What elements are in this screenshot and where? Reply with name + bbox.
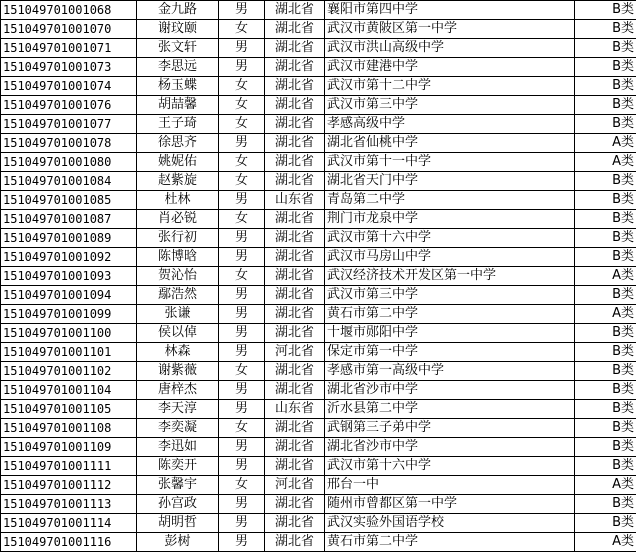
admission-number-cell: 151049701001077 — [1, 115, 137, 134]
gender-cell: 女 — [219, 20, 265, 39]
table-row — [1, 286, 636, 305]
admission-number-cell: 151049701001094 — [1, 286, 137, 305]
gender-cell: 女 — [219, 77, 265, 96]
school-cell: 武汉实验外国语学校 — [325, 514, 575, 533]
table-row — [1, 248, 636, 267]
gender-cell: 女 — [219, 172, 265, 191]
category-cell: A类 — [575, 134, 636, 153]
category-cell: B类 — [575, 419, 636, 438]
admission-number-cell: 151049701001108 — [1, 419, 137, 438]
category-cell: B类 — [575, 248, 636, 267]
table-row — [1, 438, 636, 457]
table-row — [1, 229, 636, 248]
student-name-cell: 谢玟颐 — [137, 20, 219, 39]
student-name-cell: 彭树 — [137, 533, 219, 552]
school-cell: 武汉市洪山高级中学 — [325, 39, 575, 58]
category-cell: A类 — [575, 305, 636, 324]
admission-number-cell: 151049701001092 — [1, 248, 137, 267]
admission-number-cell: 151049701001070 — [1, 20, 137, 39]
category-cell: B类 — [575, 495, 636, 514]
admission-number-cell: 151049701001116 — [1, 533, 137, 552]
student-name-cell: 胡喆馨 — [137, 96, 219, 115]
gender-cell: 女 — [219, 362, 265, 381]
province-cell: 河北省 — [265, 343, 325, 362]
table-row — [1, 457, 636, 476]
gender-cell: 女 — [219, 153, 265, 172]
admission-number-cell: 151049701001114 — [1, 514, 137, 533]
category-cell: B类 — [575, 39, 636, 58]
admission-number-cell: 151049701001080 — [1, 153, 137, 172]
province-cell: 湖北省 — [265, 1, 325, 20]
province-cell: 湖北省 — [265, 229, 325, 248]
school-cell: 保定市第一中学 — [325, 343, 575, 362]
category-cell: B类 — [575, 457, 636, 476]
admission-number-cell: 151049701001087 — [1, 210, 137, 229]
school-cell: 沂水县第二中学 — [325, 400, 575, 419]
table-row — [1, 324, 636, 343]
school-cell: 随州市曾都区第一中学 — [325, 495, 575, 514]
province-cell: 河北省 — [265, 476, 325, 495]
admission-number-cell: 151049701001074 — [1, 77, 137, 96]
gender-cell: 男 — [219, 438, 265, 457]
student-name-cell: 徐思齐 — [137, 134, 219, 153]
category-cell: B类 — [575, 77, 636, 96]
school-cell: 武汉市马房山中学 — [325, 248, 575, 267]
gender-cell: 男 — [219, 381, 265, 400]
gender-cell: 女 — [219, 96, 265, 115]
gender-cell: 男 — [219, 248, 265, 267]
school-cell: 十堰市郧阳中学 — [325, 324, 575, 343]
table-row — [1, 400, 636, 419]
province-cell: 湖北省 — [265, 153, 325, 172]
school-cell: 武汉市第十六中学 — [325, 457, 575, 476]
admission-number-cell: 151049701001085 — [1, 191, 137, 210]
table-row — [1, 77, 636, 96]
school-cell: 武汉市建港中学 — [325, 58, 575, 77]
gender-cell: 女 — [219, 210, 265, 229]
admission-number-cell: 151049701001102 — [1, 362, 137, 381]
table-row — [1, 305, 636, 324]
gender-cell: 女 — [219, 115, 265, 134]
category-cell: B类 — [575, 20, 636, 39]
province-cell: 湖北省 — [265, 210, 325, 229]
student-name-cell: 孙宫政 — [137, 495, 219, 514]
category-cell: B类 — [575, 514, 636, 533]
student-name-cell: 金九路 — [137, 1, 219, 20]
student-name-cell: 贺沁怡 — [137, 267, 219, 286]
province-cell: 湖北省 — [265, 134, 325, 153]
school-cell: 湖北省天门中学 — [325, 172, 575, 191]
student-name-cell: 陈博晗 — [137, 248, 219, 267]
school-cell: 荆门市龙泉中学 — [325, 210, 575, 229]
admission-number-cell: 151049701001105 — [1, 400, 137, 419]
student-name-cell: 胡明哲 — [137, 514, 219, 533]
gender-cell: 女 — [219, 476, 265, 495]
admission-number-cell: 151049701001111 — [1, 457, 137, 476]
province-cell: 湖北省 — [265, 115, 325, 134]
table-row — [1, 39, 636, 58]
student-name-cell: 谢紫薇 — [137, 362, 219, 381]
category-cell: B类 — [575, 210, 636, 229]
school-cell: 武汉经济技术开发区第一中学 — [325, 267, 575, 286]
student-name-cell: 林森 — [137, 343, 219, 362]
table-row — [1, 153, 636, 172]
school-cell: 孝感高级中学 — [325, 115, 575, 134]
table-row — [1, 191, 636, 210]
category-cell: B类 — [575, 286, 636, 305]
admission-number-cell: 151049701001084 — [1, 172, 137, 191]
admission-number-cell: 151049701001076 — [1, 96, 137, 115]
gender-cell: 男 — [219, 134, 265, 153]
roster-body — [1, 1, 636, 552]
student-name-cell: 李迅如 — [137, 438, 219, 457]
admission-number-cell: 151049701001109 — [1, 438, 137, 457]
student-name-cell: 鄢浩然 — [137, 286, 219, 305]
category-cell: B类 — [575, 362, 636, 381]
student-name-cell: 张谦 — [137, 305, 219, 324]
table-row — [1, 495, 636, 514]
category-cell: B类 — [575, 438, 636, 457]
admission-number-cell: 151049701001068 — [1, 1, 137, 20]
school-cell: 孝感市第一高级中学 — [325, 362, 575, 381]
student-name-cell: 侯以倬 — [137, 324, 219, 343]
school-cell: 武汉市第十六中学 — [325, 229, 575, 248]
category-cell: B类 — [575, 115, 636, 134]
student-name-cell: 杜林 — [137, 191, 219, 210]
school-cell: 青岛第二中学 — [325, 191, 575, 210]
admission-number-cell: 151049701001104 — [1, 381, 137, 400]
gender-cell: 男 — [219, 229, 265, 248]
category-cell: A类 — [575, 533, 636, 552]
category-cell: B类 — [575, 343, 636, 362]
admission-number-cell: 151049701001099 — [1, 305, 137, 324]
category-cell: A类 — [575, 267, 636, 286]
student-name-cell: 李天淳 — [137, 400, 219, 419]
gender-cell: 男 — [219, 286, 265, 305]
school-cell: 襄阳市第四中学 — [325, 1, 575, 20]
admission-number-cell: 151049701001112 — [1, 476, 137, 495]
admission-number-cell: 151049701001113 — [1, 495, 137, 514]
category-cell: B类 — [575, 229, 636, 248]
category-cell: B类 — [575, 400, 636, 419]
table-row — [1, 1, 636, 20]
category-cell: B类 — [575, 1, 636, 20]
school-cell: 武汉市第三中学 — [325, 286, 575, 305]
school-cell: 武汉市第十一中学 — [325, 153, 575, 172]
gender-cell: 男 — [219, 495, 265, 514]
province-cell: 湖北省 — [265, 514, 325, 533]
admission-number-cell: 151049701001093 — [1, 267, 137, 286]
category-cell: B类 — [575, 324, 636, 343]
table-row — [1, 419, 636, 438]
table-row — [1, 58, 636, 77]
province-cell: 湖北省 — [265, 381, 325, 400]
gender-cell: 男 — [219, 305, 265, 324]
student-name-cell: 赵紫旋 — [137, 172, 219, 191]
province-cell: 湖北省 — [265, 286, 325, 305]
table-row — [1, 20, 636, 39]
gender-cell: 男 — [219, 400, 265, 419]
table-row — [1, 267, 636, 286]
category-cell: A类 — [575, 476, 636, 495]
table-row — [1, 362, 636, 381]
student-name-cell: 王子琦 — [137, 115, 219, 134]
school-cell: 武汉市第十二中学 — [325, 77, 575, 96]
school-cell: 湖北省仙桃中学 — [325, 134, 575, 153]
province-cell: 湖北省 — [265, 96, 325, 115]
admission-number-cell: 151049701001101 — [1, 343, 137, 362]
table-row — [1, 476, 636, 495]
table-row — [1, 210, 636, 229]
table-row — [1, 514, 636, 533]
province-cell: 湖北省 — [265, 267, 325, 286]
gender-cell: 男 — [219, 324, 265, 343]
admission-number-cell: 151049701001100 — [1, 324, 137, 343]
school-cell: 武钢第三子弟中学 — [325, 419, 575, 438]
category-cell: B类 — [575, 58, 636, 77]
category-cell: B类 — [575, 381, 636, 400]
gender-cell: 男 — [219, 39, 265, 58]
table-row — [1, 343, 636, 362]
province-cell: 湖北省 — [265, 58, 325, 77]
admission-number-cell: 151049701001089 — [1, 229, 137, 248]
category-cell: B类 — [575, 172, 636, 191]
gender-cell: 男 — [219, 58, 265, 77]
province-cell: 山东省 — [265, 400, 325, 419]
admission-number-cell: 151049701001071 — [1, 39, 137, 58]
student-name-cell: 陈奕开 — [137, 457, 219, 476]
province-cell: 湖北省 — [265, 324, 325, 343]
admission-number-cell: 151049701001073 — [1, 58, 137, 77]
student-name-cell: 唐梓杰 — [137, 381, 219, 400]
table-row — [1, 172, 636, 191]
table-row — [1, 381, 636, 400]
gender-cell: 男 — [219, 514, 265, 533]
gender-cell: 男 — [219, 191, 265, 210]
province-cell: 湖北省 — [265, 495, 325, 514]
student-name-cell: 杨玉蝶 — [137, 77, 219, 96]
table-row — [1, 134, 636, 153]
school-cell: 湖北省沙市中学 — [325, 438, 575, 457]
gender-cell: 女 — [219, 267, 265, 286]
gender-cell: 男 — [219, 533, 265, 552]
gender-cell: 男 — [219, 1, 265, 20]
category-cell: B类 — [575, 191, 636, 210]
province-cell: 湖北省 — [265, 362, 325, 381]
province-cell: 湖北省 — [265, 248, 325, 267]
province-cell: 湖北省 — [265, 172, 325, 191]
table-row — [1, 533, 636, 552]
province-cell: 山东省 — [265, 191, 325, 210]
province-cell: 湖北省 — [265, 419, 325, 438]
student-name-cell: 姚妮佑 — [137, 153, 219, 172]
province-cell: 湖北省 — [265, 457, 325, 476]
school-cell: 武汉市黄陂区第一中学 — [325, 20, 575, 39]
student-name-cell: 李奕凝 — [137, 419, 219, 438]
gender-cell: 男 — [219, 343, 265, 362]
province-cell: 湖北省 — [265, 438, 325, 457]
province-cell: 湖北省 — [265, 533, 325, 552]
student-name-cell: 张文轩 — [137, 39, 219, 58]
student-name-cell: 张馨宇 — [137, 476, 219, 495]
school-cell: 黄石市第二中学 — [325, 305, 575, 324]
table-row — [1, 115, 636, 134]
school-cell: 湖北省沙市中学 — [325, 381, 575, 400]
school-cell: 武汉市第三中学 — [325, 96, 575, 115]
gender-cell: 女 — [219, 419, 265, 438]
province-cell: 湖北省 — [265, 39, 325, 58]
school-cell: 黄石市第二中学 — [325, 533, 575, 552]
table-row — [1, 96, 636, 115]
province-cell: 湖北省 — [265, 20, 325, 39]
province-cell: 湖北省 — [265, 305, 325, 324]
province-cell: 湖北省 — [265, 77, 325, 96]
gender-cell: 男 — [219, 457, 265, 476]
school-cell: 邢台一中 — [325, 476, 575, 495]
admission-number-cell: 151049701001078 — [1, 134, 137, 153]
student-name-cell: 李思远 — [137, 58, 219, 77]
category-cell: A类 — [575, 153, 636, 172]
student-name-cell: 肖必锐 — [137, 210, 219, 229]
student-name-cell: 张行初 — [137, 229, 219, 248]
category-cell: B类 — [575, 96, 636, 115]
